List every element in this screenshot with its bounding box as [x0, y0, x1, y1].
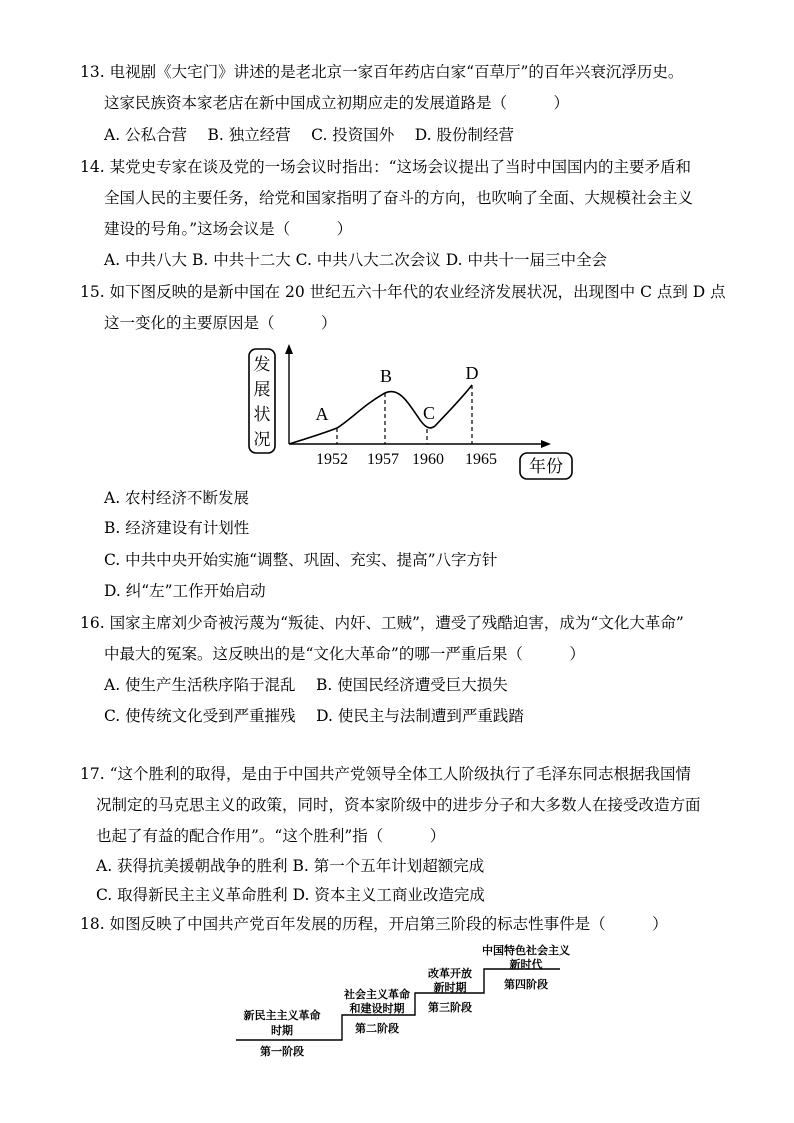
point-label-b: B [379, 366, 393, 386]
stage-1-title-2: 时期 [271, 1024, 293, 1037]
stage-4-label: 第四阶段 [504, 978, 548, 991]
question-17-line-3: 也起了有益的配合作用”。“这个胜利”指（ ） [96, 827, 446, 845]
question-15-option-a: A. 农村经济不断发展 [104, 489, 250, 507]
question-14-line-1: 14. 某党史专家在谈及党的一场会议时指出：“这场会议提出了当时中国国内的主要矛盾和 [80, 158, 692, 176]
development-chart [240, 340, 580, 485]
y-axis-arrow [285, 344, 293, 354]
stage-1-title-1: 新民主主义革命 [243, 1009, 321, 1022]
stage-2-label: 第二阶段 [355, 1022, 399, 1035]
stage-1-label: 第一阶段 [260, 1045, 304, 1058]
y-label-char-1: 发 [253, 355, 271, 374]
question-14-options: A. 中共八大 B. 中共十二大 C. 中共八大二次会议 D. 中共十一届三中全会 [104, 251, 607, 269]
stage-4-title-1: 中国特色社会主义 [482, 944, 570, 957]
question-16-line-1: 16. 国家主席刘少奇被污蔑为“叛徒、内奸、工贼”，遭受了残酷迫害，成为“文化大革命” [80, 614, 684, 632]
year-1957: 1957 [367, 451, 399, 468]
question-15-line-2: 这一变化的主要原因是（ ） [104, 314, 337, 332]
stage-4-title-2: 新时代 [509, 958, 543, 971]
staircase-diagram [230, 940, 600, 1065]
point-label-d: D [465, 363, 479, 383]
point-label-c: C [422, 403, 436, 423]
year-1960: 1960 [412, 451, 444, 468]
stage-2-title-1: 社会主义革命 [344, 988, 410, 1001]
year-1952: 1952 [316, 451, 348, 468]
question-17-line-2: 况制定的马克思主义的政策，同时，资本家阶级中的进步分子和大多数人在接受改造方面 [96, 796, 701, 814]
stage-3-title-1: 改革开放 [428, 967, 472, 980]
question-16-line-2: 中最大的冤案。这反映出的是“文化大革命”的哪一严重后果（ ） [104, 645, 585, 663]
question-15-option-b: B. 经济建设有计划性 [104, 519, 250, 537]
question-13-options: A. 公私合营 B. 独立经营 C. 投资国外 D. 股份制经营 [104, 126, 514, 144]
y-label-char-4: 况 [253, 430, 271, 449]
year-1965: 1965 [465, 451, 497, 468]
question-18-line-1: 18. 如图反映了中国共产党百年发展的历程，开启第三阶段的标志性事件是（ ） [80, 915, 668, 933]
stage-2-title-2: 和建设时期 [349, 1002, 405, 1015]
x-axis-arrow [541, 440, 551, 448]
question-17-options-1: A. 获得抗美援朝战争的胜利 B. 第一个五年计划超额完成 [96, 857, 485, 875]
point-label-a: A [315, 404, 329, 424]
stage-3-title-2: 新时期 [433, 981, 467, 994]
y-label-char-2: 展 [253, 380, 271, 399]
question-14-line-2: 全国人民的主要任务，给党和国家指明了奋斗的方向，也吹响了全面、大规模社会主义 [104, 189, 694, 207]
y-label-char-3: 状 [253, 405, 271, 424]
question-13-line-2: 这家民族资本家老店在新中国成立初期应走的发展道路是（ ） [104, 94, 570, 112]
question-15-option-d: D. 纠“左”工作开始启动 [104, 582, 266, 600]
question-16-options-1: A. 使生产生活秩序陷于混乱 B. 使国民经济遭受巨大损失 [104, 676, 508, 694]
question-17-line-1: 17. “这个胜利的取得，是由于中国共产党领导全体工人阶级执行了毛泽东同志根据我国情 [80, 765, 692, 783]
question-16-options-2: C. 使传统文化受到严重摧残 D. 使民主与法制遭到严重践踏 [104, 707, 524, 725]
question-14-line-3: 建设的号角。”这场会议是（ ） [104, 220, 353, 238]
question-15-option-c: C. 中共中央开始实施“调整、巩固、充实、提高”八字方针 [104, 551, 498, 569]
x-axis-label: 年份 [529, 457, 563, 476]
question-13-line-1: 13. 电视剧《大宅门》讲述的是老北京一家百年药店白家“百草厅”的百年兴衰沉浮历史。 [80, 63, 684, 81]
question-17-options-2: C. 取得新民主主义革命胜利 D. 资本主义工商业改造完成 [96, 886, 485, 904]
question-15-line-1: 15. 如下图反映的是新中国在 20 世纪五六十年代的农业经济发展状况，出现图中 C 点到 D 点 [80, 283, 726, 301]
stage-3-label: 第三阶段 [428, 1001, 472, 1014]
